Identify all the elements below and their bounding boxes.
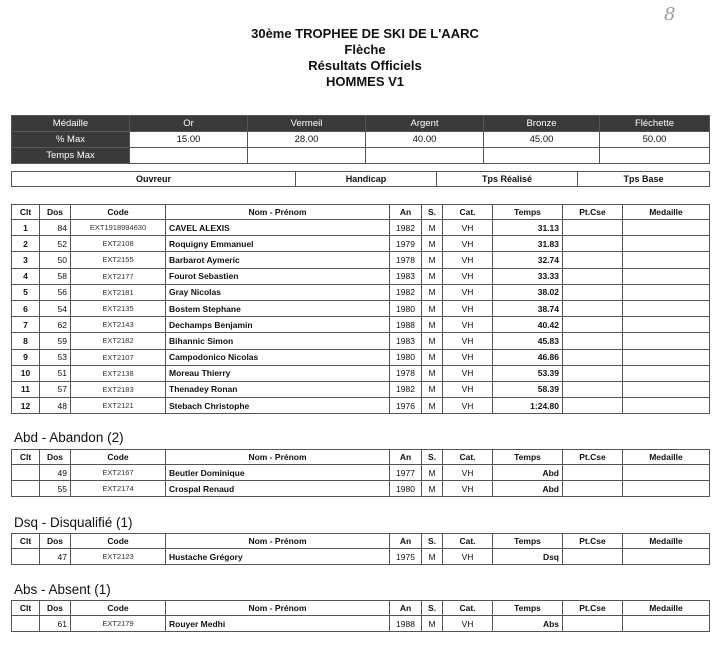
- column-header: Clt: [12, 450, 40, 465]
- table-row: [12, 284, 710, 300]
- cell-an: 1982: [390, 284, 422, 300]
- cell-clt: 6: [12, 300, 40, 316]
- header-row: [12, 534, 710, 549]
- abandon-table: [11, 449, 710, 497]
- cell-name: Hustache Grégory: [166, 549, 390, 565]
- cell-medaille: [623, 381, 710, 397]
- cell-name: Crospal Renaud: [166, 481, 390, 497]
- cell-dos: 58: [40, 268, 71, 284]
- cell-dos: 47: [40, 549, 71, 565]
- cell-s: M: [422, 317, 443, 333]
- cell-s: M: [422, 465, 443, 481]
- absent-table: [11, 600, 710, 632]
- cell-clt: 5: [12, 284, 40, 300]
- time-value: [366, 148, 484, 164]
- cell-name: Campodonico Nicolas: [166, 349, 390, 365]
- cell-name: Thenadey Ronan: [166, 381, 390, 397]
- medal-threshold-table: [11, 115, 710, 164]
- cell-name: Dechamps Benjamin: [166, 317, 390, 333]
- cell-name: Stebach Christophe: [166, 398, 390, 414]
- cell-cat: VH: [443, 236, 493, 252]
- cell-pt-cse: [563, 481, 623, 497]
- time-value: [600, 148, 710, 164]
- cell-medaille: [623, 300, 710, 316]
- medal-time-row: [12, 148, 710, 164]
- cell-medaille: [623, 284, 710, 300]
- cell-temps: Abs: [493, 616, 563, 632]
- cell-cat: VH: [443, 465, 493, 481]
- column-header: Cat.: [443, 601, 493, 616]
- table-row: [12, 481, 710, 497]
- cell-medaille: [623, 398, 710, 414]
- column-header: Nom - Prénom: [166, 534, 390, 549]
- cell-code: EXT2167: [71, 465, 166, 481]
- cell-code: EXT2135: [71, 300, 166, 316]
- cell-an: 1977: [390, 465, 422, 481]
- column-header: Temps: [493, 601, 563, 616]
- cell-code: EXT2182: [71, 333, 166, 349]
- cell-clt: [12, 465, 40, 481]
- cell-dos: 49: [40, 465, 71, 481]
- cell-cat: VH: [443, 381, 493, 397]
- column-header: Pt.Cse: [563, 601, 623, 616]
- cell-medaille: [623, 349, 710, 365]
- cell-s: M: [422, 268, 443, 284]
- cell-dos: 52: [40, 236, 71, 252]
- time-value: [130, 148, 248, 164]
- cell-clt: [12, 616, 40, 632]
- cell-medaille: [623, 236, 710, 252]
- pct-value: 45.00: [484, 132, 600, 148]
- pct-value: 28.00: [248, 132, 366, 148]
- cell-temps: 40.42: [493, 317, 563, 333]
- cell-pt-cse: [563, 549, 623, 565]
- medal-header-cell: Fléchette: [600, 116, 710, 132]
- discipline-title: Flèche: [344, 42, 386, 57]
- medal-header-cell: Or: [130, 116, 248, 132]
- column-header: Cat.: [443, 450, 493, 465]
- cell-s: M: [422, 252, 443, 268]
- time-value: [484, 148, 600, 164]
- cell-clt: 1: [12, 220, 40, 236]
- column-header: Temps: [493, 205, 563, 220]
- cell-an: 1975: [390, 549, 422, 565]
- cell-code: EXT2181: [71, 284, 166, 300]
- cell-dos: 51: [40, 365, 71, 381]
- category-title: HOMMES V1: [325, 74, 404, 89]
- medal-header-cell: Argent: [366, 116, 484, 132]
- cell-cat: VH: [443, 220, 493, 236]
- cell-clt: 11: [12, 381, 40, 397]
- table-row: [12, 398, 710, 414]
- pct-max-label: % Max: [12, 132, 130, 148]
- table-row: [12, 252, 710, 268]
- cell-temps: 46.86: [493, 349, 563, 365]
- column-header: Temps: [493, 450, 563, 465]
- cell-medaille: [623, 365, 710, 381]
- column-header: Pt.Cse: [563, 450, 623, 465]
- column-header: Clt: [12, 534, 40, 549]
- column-header: Code: [71, 205, 166, 220]
- medal-header-cell: Médaille: [12, 116, 130, 132]
- column-header: S.: [422, 205, 443, 220]
- cell-temps: 45.83: [493, 333, 563, 349]
- cell-temps: Dsq: [493, 549, 563, 565]
- column-header: Temps: [493, 534, 563, 549]
- tps-base-label: Tps Base: [578, 172, 710, 187]
- cell-temps: 32.74: [493, 252, 563, 268]
- cell-an: 1976: [390, 398, 422, 414]
- column-header: Medaille: [623, 450, 710, 465]
- column-header: Code: [71, 601, 166, 616]
- cell-code: EXT2183: [71, 381, 166, 397]
- cell-clt: 8: [12, 333, 40, 349]
- cell-temps: 1:24.80: [493, 398, 563, 414]
- cell-clt: 10: [12, 365, 40, 381]
- cell-dos: 57: [40, 381, 71, 397]
- table-row: [12, 465, 710, 481]
- cell-dos: 59: [40, 333, 71, 349]
- column-header: Dos: [40, 534, 71, 549]
- header-row: [12, 450, 710, 465]
- cell-an: 1979: [390, 236, 422, 252]
- table-row: [12, 317, 710, 333]
- cell-dos: 62: [40, 317, 71, 333]
- cell-cat: VH: [443, 549, 493, 565]
- cell-clt: 2: [12, 236, 40, 252]
- cell-dos: 48: [40, 398, 71, 414]
- column-header: Cat.: [443, 534, 493, 549]
- handwritten-page-number: 8: [664, 4, 676, 25]
- table-row: [12, 381, 710, 397]
- cell-cat: VH: [443, 333, 493, 349]
- cell-code: EXT2108: [71, 236, 166, 252]
- table-row: [12, 300, 710, 316]
- medal-header-cell: Vermeil: [248, 116, 366, 132]
- cell-pt-cse: [563, 349, 623, 365]
- cell-cat: VH: [443, 300, 493, 316]
- cell-pt-cse: [563, 398, 623, 414]
- column-header: Medaille: [623, 534, 710, 549]
- pct-value: 50.00: [600, 132, 710, 148]
- cell-code: EXT2107: [71, 349, 166, 365]
- cell-dos: 84: [40, 220, 71, 236]
- cell-pt-cse: [563, 268, 623, 284]
- cell-name: CAVEL ALEXIS: [166, 220, 390, 236]
- header-row: [12, 205, 710, 220]
- column-header: An: [390, 601, 422, 616]
- tps-realise-label: Tps Réalisé: [437, 172, 578, 187]
- column-header: Pt.Cse: [563, 534, 623, 549]
- cell-cat: VH: [443, 349, 493, 365]
- cell-medaille: [623, 220, 710, 236]
- cell-medaille: [623, 465, 710, 481]
- cell-dos: 55: [40, 481, 71, 497]
- column-header: Medaille: [623, 205, 710, 220]
- cell-s: M: [422, 481, 443, 497]
- cell-clt: 3: [12, 252, 40, 268]
- cell-an: 1980: [390, 349, 422, 365]
- handicap-bar: [11, 171, 710, 187]
- table-row: [12, 268, 710, 284]
- cell-temps: 38.74: [493, 300, 563, 316]
- results-table: [11, 204, 710, 414]
- absent-section-title: Abs - Absent (1): [14, 582, 111, 597]
- cell-medaille: [623, 268, 710, 284]
- cell-an: 1980: [390, 481, 422, 497]
- cell-name: Fourot Sebastien: [166, 268, 390, 284]
- cell-an: 1980: [390, 300, 422, 316]
- cell-an: 1982: [390, 381, 422, 397]
- header-row: [12, 601, 710, 616]
- cell-clt: 4: [12, 268, 40, 284]
- cell-s: M: [422, 220, 443, 236]
- column-header: Cat.: [443, 205, 493, 220]
- cell-pt-cse: [563, 465, 623, 481]
- cell-cat: VH: [443, 398, 493, 414]
- cell-an: 1982: [390, 220, 422, 236]
- event-title: 30ème TROPHEE DE SKI DE L'AARC: [251, 26, 479, 41]
- cell-cat: VH: [443, 252, 493, 268]
- column-header: Clt: [12, 601, 40, 616]
- cell-name: Beutler Dominique: [166, 465, 390, 481]
- cell-an: 1978: [390, 252, 422, 268]
- cell-code: EXT2143: [71, 317, 166, 333]
- disqualifie-table: [11, 533, 710, 565]
- disqualifie-section-title: Dsq - Disqualifié (1): [14, 515, 133, 530]
- column-header: Dos: [40, 601, 71, 616]
- cell-code: EXT2179: [71, 616, 166, 632]
- cell-an: 1978: [390, 365, 422, 381]
- cell-medaille: [623, 252, 710, 268]
- cell-code: EXT2121: [71, 398, 166, 414]
- cell-dos: 53: [40, 349, 71, 365]
- cell-temps: 31.13: [493, 220, 563, 236]
- column-header: Pt.Cse: [563, 205, 623, 220]
- pct-value: 15.00: [130, 132, 248, 148]
- cell-s: M: [422, 236, 443, 252]
- cell-s: M: [422, 398, 443, 414]
- medal-header-cell: Bronze: [484, 116, 600, 132]
- pct-value: 40.00: [366, 132, 484, 148]
- cell-dos: 56: [40, 284, 71, 300]
- cell-clt: 7: [12, 317, 40, 333]
- column-header: S.: [422, 450, 443, 465]
- time-value: [248, 148, 366, 164]
- cell-s: M: [422, 365, 443, 381]
- cell-name: Bihannic Simon: [166, 333, 390, 349]
- cell-medaille: [623, 333, 710, 349]
- column-header: S.: [422, 601, 443, 616]
- cell-s: M: [422, 381, 443, 397]
- cell-pt-cse: [563, 381, 623, 397]
- cell-clt: 12: [12, 398, 40, 414]
- cell-an: 1983: [390, 333, 422, 349]
- ouvreur-label: Ouvreur: [12, 172, 296, 187]
- cell-s: M: [422, 284, 443, 300]
- cell-cat: VH: [443, 268, 493, 284]
- cell-temps: 33.33: [493, 268, 563, 284]
- cell-code: EXT2174: [71, 481, 166, 497]
- cell-code: EXT2123: [71, 549, 166, 565]
- cell-name: Gray Nicolas: [166, 284, 390, 300]
- cell-medaille: [623, 616, 710, 632]
- column-header: Nom - Prénom: [166, 601, 390, 616]
- cell-name: Rouyer Medhi: [166, 616, 390, 632]
- cell-medaille: [623, 481, 710, 497]
- cell-pt-cse: [563, 616, 623, 632]
- column-header: An: [390, 534, 422, 549]
- cell-pt-cse: [563, 220, 623, 236]
- cell-clt: 9: [12, 349, 40, 365]
- cell-cat: VH: [443, 284, 493, 300]
- cell-cat: VH: [443, 616, 493, 632]
- column-header: An: [390, 450, 422, 465]
- column-header: Medaille: [623, 601, 710, 616]
- cell-pt-cse: [563, 333, 623, 349]
- cell-s: M: [422, 616, 443, 632]
- medal-header-row: [12, 116, 710, 132]
- cell-s: M: [422, 333, 443, 349]
- cell-cat: VH: [443, 317, 493, 333]
- temps-max-label: Temps Max: [12, 148, 130, 164]
- column-header: Nom - Prénom: [166, 205, 390, 220]
- abandon-section-title: Abd - Abandon (2): [14, 430, 124, 445]
- medal-pct-row: [12, 132, 710, 148]
- table-row: [12, 349, 710, 365]
- table-row: [12, 236, 710, 252]
- column-header: Code: [71, 450, 166, 465]
- document-header: [180, 26, 550, 90]
- table-row: [12, 549, 710, 565]
- column-header: Dos: [40, 205, 71, 220]
- handicap-label: Handicap: [296, 172, 437, 187]
- table-row: [12, 616, 710, 632]
- cell-pt-cse: [563, 365, 623, 381]
- cell-cat: VH: [443, 365, 493, 381]
- cell-pt-cse: [563, 300, 623, 316]
- table-row: [12, 220, 710, 236]
- cell-temps: Abd: [493, 465, 563, 481]
- table-row: [12, 333, 710, 349]
- cell-dos: 54: [40, 300, 71, 316]
- cell-temps: Abd: [493, 481, 563, 497]
- cell-name: Moreau Thierry: [166, 365, 390, 381]
- cell-medaille: [623, 317, 710, 333]
- cell-s: M: [422, 300, 443, 316]
- column-header: Dos: [40, 450, 71, 465]
- cell-pt-cse: [563, 236, 623, 252]
- cell-pt-cse: [563, 252, 623, 268]
- cell-dos: 50: [40, 252, 71, 268]
- column-header: S.: [422, 534, 443, 549]
- cell-an: 1983: [390, 268, 422, 284]
- cell-pt-cse: [563, 284, 623, 300]
- cell-dos: 61: [40, 616, 71, 632]
- cell-code: EXT2155: [71, 252, 166, 268]
- column-header: Clt: [12, 205, 40, 220]
- column-header: Nom - Prénom: [166, 450, 390, 465]
- cell-s: M: [422, 549, 443, 565]
- cell-an: 1988: [390, 616, 422, 632]
- cell-code: EXT1918994630: [71, 220, 166, 236]
- cell-temps: 31.83: [493, 236, 563, 252]
- cell-temps: 38.02: [493, 284, 563, 300]
- cell-medaille: [623, 549, 710, 565]
- cell-name: Roquigny Emmanuel: [166, 236, 390, 252]
- column-header: Code: [71, 534, 166, 549]
- cell-code: EXT2138: [71, 365, 166, 381]
- cell-an: 1988: [390, 317, 422, 333]
- cell-temps: 58.39: [493, 381, 563, 397]
- cell-name: Barbarot Aymeric: [166, 252, 390, 268]
- cell-clt: [12, 549, 40, 565]
- cell-cat: VH: [443, 481, 493, 497]
- results-title: Résultats Officiels: [308, 58, 422, 73]
- cell-name: Bostem Stephane: [166, 300, 390, 316]
- table-row: [12, 365, 710, 381]
- cell-s: M: [422, 349, 443, 365]
- column-header: An: [390, 205, 422, 220]
- cell-temps: 53.39: [493, 365, 563, 381]
- cell-code: EXT2177: [71, 268, 166, 284]
- cell-pt-cse: [563, 317, 623, 333]
- cell-clt: [12, 481, 40, 497]
